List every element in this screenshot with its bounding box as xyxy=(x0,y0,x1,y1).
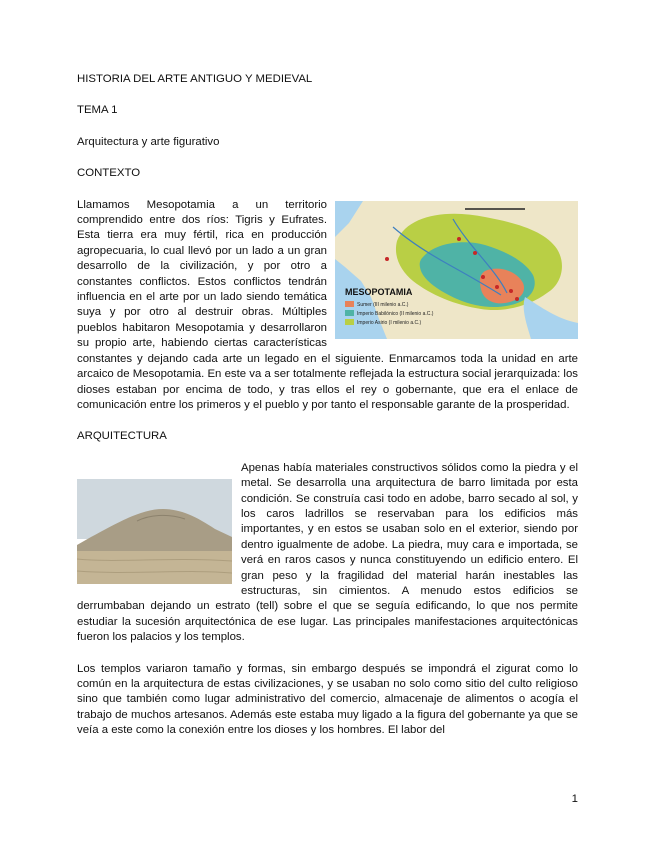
photo-ground xyxy=(77,551,232,584)
map-legend-label-babylon: Imperio Babilónico (II milenio a.C.) xyxy=(357,310,434,317)
map-city-marker xyxy=(457,237,461,241)
map-legend-label-assyria: Imperio Asirio (I milenio a.C.) xyxy=(357,319,422,326)
temples-paragraph: Los templos variaron tamaño y formas, sin embargo después se impondrá el zigurat como lo común en la arquitectura de estas civilizaciones, y se usaban no solo como sitio del culto religioso sino que también como lugar administrativo del comercio, almacenaje de alimentos o acogía el trabajo de muchos artesanos. Además este estaba muy ligado a la figura del gobernante ya que se veía a este como la conexión entre los dioses y los hombres. El labor del xyxy=(77,662,578,737)
map-city-marker xyxy=(509,289,513,293)
photo-graphic xyxy=(77,479,232,584)
context-paragraph: Llamamos Mesopotamia a un territorio comprendido entre dos ríos: Tigris y Eufrates. Esta tierra era muy fértil, rica en producción agropecuaria, lo cual llevó por un lado a un gran desarrollo de la civilización, y por otro a constantes conflictos. Estos conflictos tendrán influencia en el arte por un lado siendo temática suya y por otro al destruir obras. Múltiples pueblos habitaron Mesopotamia y desarrollaron su propio arte, habiendo ciertas características constantes y dejando cada arte un legado en el siguiente. Enmarcamos toda la unidad en arte arcaico de Mesopotamia. En este va a ser totalmente reflejada la estructura social jerarquizada: los dioses estaban por encima de todo, y tras ellos el rey o gobernante, que era el enlace de comunicación entre los primeros y el pueblo y por tanto el responsable garante de la prosperidad. xyxy=(77,198,578,411)
document-title: HISTORIA DEL ARTE ANTIGUO Y MEDIEVAL xyxy=(77,73,313,85)
map-city-marker xyxy=(515,297,519,301)
map-legend-swatch-sumer xyxy=(345,301,354,307)
section-heading-architecture: ARQUITECTURA xyxy=(77,430,167,443)
map-city-marker xyxy=(481,275,485,279)
map-city-marker xyxy=(495,285,499,289)
page-number: 1 xyxy=(571,793,578,805)
subtitle: Arquitectura y arte figurativo xyxy=(77,135,220,148)
mesopotamia-map xyxy=(335,201,578,339)
map-title: MESOPOTAMIA xyxy=(345,286,413,297)
tell-photo xyxy=(77,479,232,584)
topic-heading: TEMA 1 xyxy=(77,104,118,117)
architecture-paragraph: Apenas había materiales constructivos sólidos como la piedra y el metal. Se desarrolla una arquitectura de barro limitada por esta condición. Se construía casi todo en adobe, barro secado al sol, y los caros ladrillos se reservaban para los edificios más importantes, y en estos se usaban solo en el exterior, siendo por dentro igualmente de adobe. La piedra, muy cara e importada, se verá en raros casos y nunca constituyendo un edificio entero. El gran peso y la fragilidad del material harán inestables las estructuras, sin cimientos. A menudo estos edificios se derrumbaban dejando un estrato (tell) sobre el que se seguía edificando, lo que nos permite estudiar la sucesión arquitectónica de ese lugar. Las principales manifestaciones arquitectónicas fueron los palacios y los templos. xyxy=(77,461,578,644)
map-legend-label-sumer: Sumer (III milenio a.C.) xyxy=(357,301,409,308)
map-city-marker xyxy=(385,257,389,261)
section-heading-context: CONTEXTO xyxy=(77,167,141,180)
map-graphic xyxy=(335,201,578,339)
map-legend-swatch-assyria xyxy=(345,319,354,325)
map-legend-swatch-babylon xyxy=(345,310,354,316)
page-content xyxy=(77,72,578,755)
map-city-marker xyxy=(473,251,477,255)
